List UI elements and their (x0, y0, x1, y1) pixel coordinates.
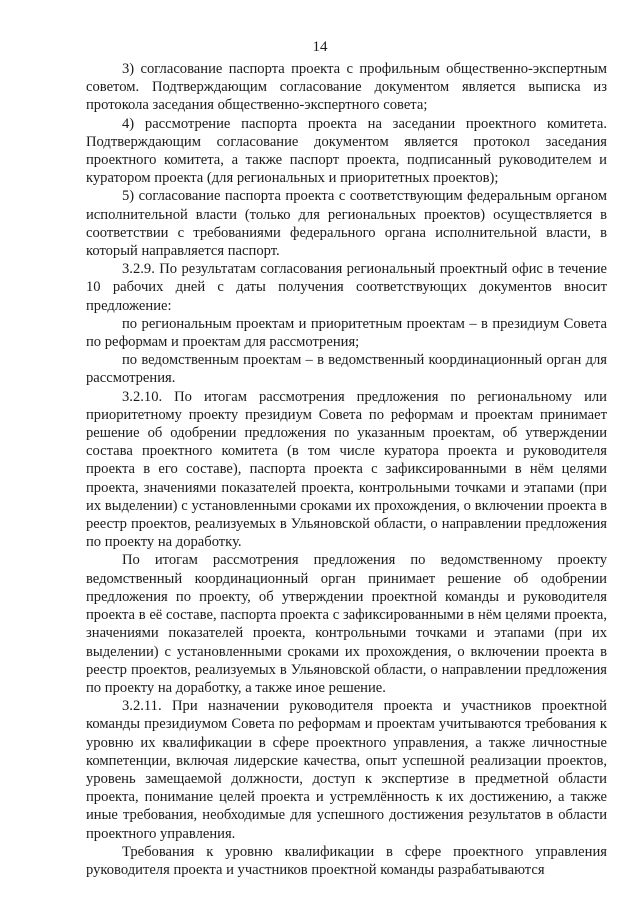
paragraph-item-3: 3) согласование паспорта проекта с профильным общественно-экспертным советом. Подтверждающим согласование документом является выписка из протокола заседания общественно-экспертного совета; (86, 61, 607, 114)
paragraph-item-4: 4) рассмотрение паспорта проекта на заседании проектного комитета. Подтверждающим согласование документом является протокол заседания проектного комитета, а также паспорт проекта, подписанный руководителем и куратором проекта (для региональных и приоритетных проектов); (86, 115, 607, 187)
paragraph-regional-projects: по региональным проектам и приоритетным проектам – в президиум Совета по реформам и проектам для рассмотрения; (86, 315, 607, 351)
paragraph-3-2-9: 3.2.9. По результатам согласования региональный проектный офис в течение 10 рабочих дней с даты получения соответствующих документов вносит предложение: (86, 261, 607, 314)
document-body (86, 60, 607, 879)
page-number: 14 (312, 39, 328, 55)
paragraph-3-2-11: 3.2.11. При назначении руководителя проекта и участников проектной команды президиумом Совета по реформам и проектам учитываются требования к уровню их квалификации в сфере проектного управления, а также личностные компетенции, включая лидерские качества, опыт успешной реализации проектов, уровень замещаемой должности, доступ к экспертизе в предметной области проекта, понимание целей проекта и устремлённость к их достижению, а также иные требования, необходимые для успешного достижения результатов в области проектного управления. (86, 698, 607, 842)
paragraph-3-2-10: 3.2.10. По итогам рассмотрения предложения по региональному или приоритетному проекту президиум Совета по реформам и проектам принимает решение об одобрении предложения по указанным проектам, об утверждении состава проектного комитета (в том числе куратора проекта и руководителя проекта в его составе), паспорта проекта с зафиксированными в нём целями проекта, значениями показателей проекта, контрольными точками и этапами (при их выделении) с установленными сроками их прохождения, о включении проекта в реестр проектов, реализуемых в Ульяновской области, о направлении предложения по проекту на доработку. (86, 388, 607, 551)
paragraph-qualification-requirements: Требования к уровню квалификации в сфере проектного управления руководителя проекта и участников проектной команды разрабатываются (86, 843, 607, 878)
paragraph-departmental-decision: По итогам рассмотрения предложения по ведомственному проекту ведомственный координационный орган принимает решение об одобрении предложения по проекту, об утверждении проектной команды и руководителя проекта в её составе, паспорта проекта с зафиксированными в нём целями проекта, значениями показателей проекта, контрольными точками и этапами (при их выделении) с установленными сроками их прохождения, о включении проекта в реестр проектов, реализуемых в Ульяновской области, о направлении предложения по проекту на доработку, а также иное решение. (86, 552, 607, 696)
paragraph-item-5: 5) согласование паспорта проекта с соответствующим федеральным органом исполнительной власти (только для региональных проектов) осуществляется в соответствии с требованиями федерального органа исполнительной власти, в который направляется паспорт. (86, 188, 607, 260)
paragraph-departmental-projects: по ведомственным проектам – в ведомственный координационный орган для рассмотрения. (86, 352, 607, 387)
